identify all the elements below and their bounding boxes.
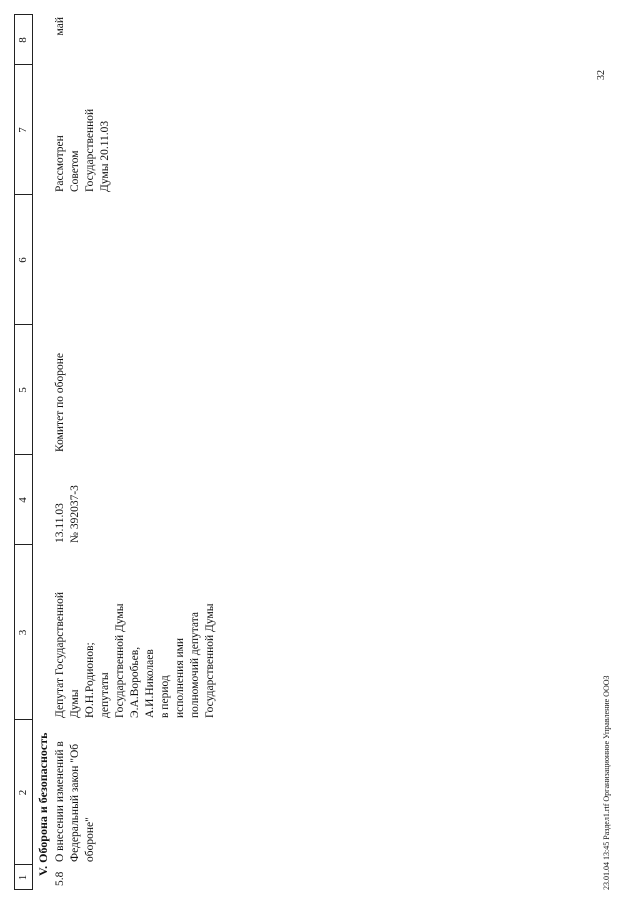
registration-info: 13.11.03 № 392037-3 <box>54 485 81 543</box>
header-bottom-border <box>32 15 33 890</box>
responsible-committee: Комитет по обороне <box>54 353 66 452</box>
column-number: 3 <box>17 629 29 636</box>
column-number: 4 <box>17 497 29 503</box>
document-footer: 23.01.04 13:45 Раздел1.rtf Организационное Управление ОООЗ <box>602 675 611 890</box>
column-number: 7 <box>17 127 29 133</box>
planned-month: май <box>54 17 66 36</box>
bill-initiator: Депутат Государственной Думы Ю.Н.Родионов; депутаты Государственной Думы Э.А.Воробьев, А.И.Николаев в период исполнения ими полномочий депутата Государственной Думы <box>54 591 216 718</box>
review-status: Рассмотрен Советом Государственной Думы 20.11.03 <box>54 108 111 192</box>
column-number: 8 <box>17 37 29 43</box>
bill-title: О внесении изменений в Федеральный закон "Об обороне" <box>54 741 96 862</box>
section-title: V. Оборона и безопасность <box>36 732 50 876</box>
page-number: 32 <box>596 70 607 80</box>
column-number: 2 <box>17 789 29 796</box>
table-top-border <box>14 15 15 890</box>
column-number: 6 <box>17 257 29 263</box>
row-number: 5.8 <box>54 871 66 886</box>
column-number: 5 <box>17 387 29 393</box>
column-number: 1 <box>17 874 29 881</box>
